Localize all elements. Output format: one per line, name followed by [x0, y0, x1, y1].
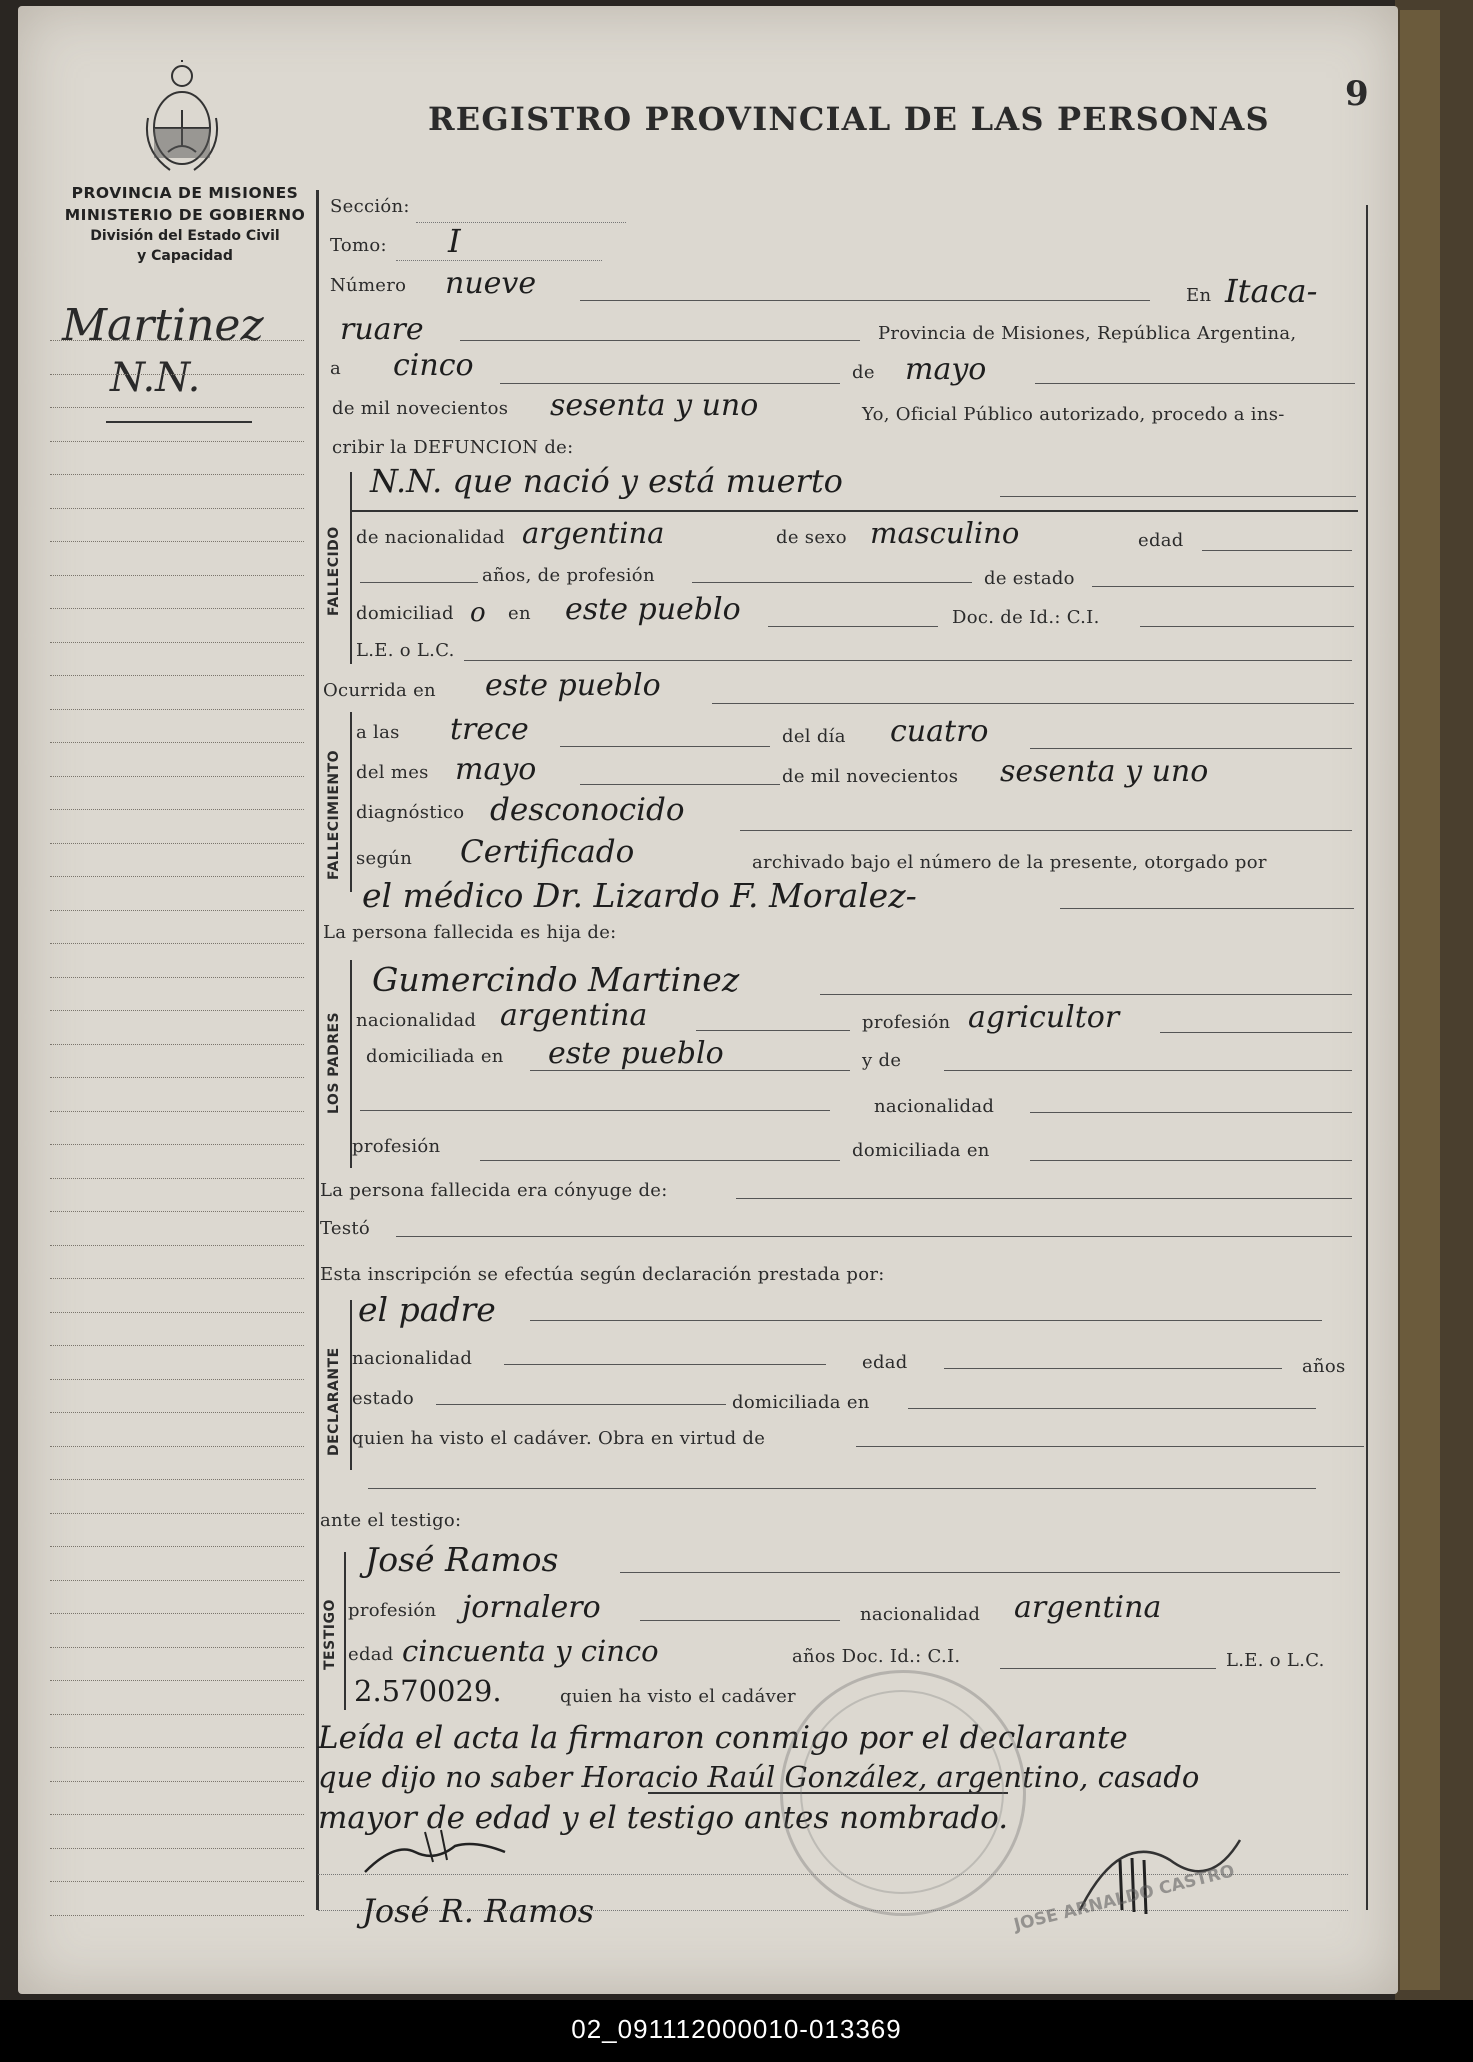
margin-ruled-line	[50, 1580, 304, 1581]
fallecimiento-mes-label: del mes	[356, 762, 429, 783]
fallecido-sexo-value: masculino	[870, 516, 1020, 550]
padre-nacionalidad-value: argentina	[500, 998, 648, 1033]
closing-line-2: que dijo no saber Horacio Raúl González, argentino, casado	[318, 1760, 1200, 1794]
form-left-border	[316, 190, 319, 1910]
fallecido-le-line	[464, 660, 1352, 661]
fallecido-profesion-line	[692, 582, 972, 583]
declarante-section-label: DECLARANTE	[326, 1347, 342, 1456]
fecha-mes-line	[1035, 383, 1355, 384]
margin-note-surname: Martinez	[62, 300, 264, 351]
fallecido-sexo-label: de sexo	[776, 527, 847, 548]
margin-ruled-line	[50, 1010, 304, 1011]
inscribir-text: cribir la DEFUNCION de:	[332, 437, 574, 458]
margin-ruled-line	[50, 1814, 304, 1815]
margin-ruled-line	[50, 910, 304, 911]
madre-nombre-line-2	[360, 1110, 830, 1111]
testigo-intro: ante el testigo:	[320, 1510, 462, 1531]
seccion-label: Sección:	[330, 196, 410, 217]
margin-ruled-line	[50, 1345, 304, 1346]
padre-profesion-label: profesión	[862, 1012, 951, 1033]
madre-y-de-label: y de	[862, 1050, 902, 1071]
margin-ruled-line	[50, 809, 304, 810]
fallecido-section-label: FALLECIDO	[326, 526, 342, 616]
margin-ruled-line	[50, 1848, 304, 1849]
fallecimiento-diagnostico-line	[740, 830, 1352, 831]
madre-nacionalidad-label: nacionalidad	[874, 1096, 995, 1117]
numero-line	[580, 300, 1150, 301]
madre-nombre-line-1	[944, 1070, 1352, 1071]
madre-domiciliada-label: domiciliada en	[852, 1140, 990, 1161]
fallecimiento-anio-value: sesenta y uno	[1000, 754, 1209, 789]
page-title: REGISTRO PROVINCIAL DE LAS PERSONAS	[428, 100, 1270, 138]
fallecido-domicilio-line	[768, 626, 938, 627]
declarante-nacionalidad-line	[504, 1364, 826, 1365]
declarante-estado-line	[436, 1404, 726, 1405]
fallecimiento-section-label: FALLECIMIENTO	[326, 749, 342, 880]
declarante-edad-label: edad	[862, 1352, 908, 1373]
ministry-province: PROVINCIA DE MISIONES	[71, 184, 299, 202]
padre-nombre-line	[820, 994, 1352, 995]
margin-ruled-line	[50, 608, 304, 609]
margin-ruled-line	[50, 675, 304, 676]
fallecimiento-anio-label: de mil novecientos	[782, 766, 959, 787]
coat-of-arms-icon	[140, 60, 224, 178]
testigo-section-label: TESTIGO	[322, 1599, 338, 1670]
margin-underline	[106, 421, 252, 423]
margin-ruled-line	[50, 374, 304, 375]
fallecimiento-mes-line	[580, 784, 780, 785]
oficial-text: Yo, Oficial Público autorizado, procedo a ins-	[862, 404, 1285, 425]
fallecido-edad-label: edad	[1138, 530, 1184, 551]
margin-ruled-line	[50, 843, 304, 844]
margin-ruled-line	[50, 943, 304, 944]
madre-profesion-line	[480, 1160, 840, 1161]
scan-footer	[0, 2000, 1473, 2062]
declarante-nombre-line	[530, 1320, 1322, 1321]
declarante-domiciliada-label: domiciliada en	[732, 1392, 870, 1413]
conyuge-line	[736, 1198, 1352, 1199]
fallecimiento-segun-label: según	[356, 848, 413, 869]
fallecido-nombre-line	[1000, 496, 1356, 497]
fallecimiento-medico-value: el médico Dr. Lizardo F. Moralez-	[362, 876, 917, 915]
witness-signature: José R. Ramos	[362, 1892, 594, 1930]
fallecido-top-rule	[352, 510, 1358, 512]
padre-domicilio-line	[530, 1070, 850, 1071]
padre-nacionalidad-line	[696, 1030, 850, 1031]
testigo-cadaver-text: quien ha visto el cadáver	[560, 1686, 796, 1707]
declarante-domicilio-line	[908, 1408, 1316, 1409]
margin-ruled-line	[50, 1312, 304, 1313]
declarante-edad-line	[944, 1368, 1282, 1369]
fallecido-anios-label: años, de profesión	[482, 565, 655, 586]
padre-nombre-value: Gumercindo Martinez	[372, 960, 740, 999]
testigo-le-label: L.E. o L.C.	[1226, 1650, 1325, 1671]
en-label: En	[1186, 285, 1212, 306]
margin-ruled-line	[50, 1613, 304, 1614]
fallecido-nacionalidad-label: de nacionalidad	[356, 527, 506, 548]
testo-label: Testó	[320, 1218, 371, 1239]
page-number: 9	[1345, 74, 1369, 114]
tomo-value: I	[448, 222, 461, 260]
tomo-label: Tomo:	[330, 235, 387, 256]
margin-ruled-line	[50, 1446, 304, 1447]
padre-domiciliada-label: domiciliada en	[366, 1046, 504, 1067]
margin-ruled-line	[50, 1747, 304, 1748]
fallecido-edad-line	[1202, 550, 1352, 551]
en-value: Itaca-	[1225, 272, 1318, 310]
testigo-doc-value: 2.570029.	[354, 1674, 502, 1708]
margin-ruled-line	[50, 575, 304, 576]
padre-nacionalidad-label: nacionalidad	[356, 1010, 477, 1031]
margin-ruled-line	[50, 642, 304, 643]
margin-ruled-line	[50, 1513, 304, 1514]
fecha-de-label: de	[852, 362, 875, 383]
padres-section-label: LOS PADRES	[326, 1011, 342, 1114]
margin-ruled-line	[50, 1680, 304, 1681]
testigo-doc-label: años Doc. Id.: C.I.	[792, 1646, 961, 1667]
fallecimiento-archivado-text: archivado bajo el número de la presente, otorgado por	[752, 852, 1267, 873]
fallecido-doc-line	[1140, 626, 1354, 627]
fallecimiento-hora-label: a las	[356, 722, 400, 743]
fallecimiento-segun-value: Certificado	[460, 834, 635, 870]
ocurrida-line	[712, 703, 1354, 704]
declarante-nombre-value: el padre	[358, 1290, 496, 1329]
declarante-extra-line	[368, 1488, 1316, 1489]
fecha-mes-value: mayo	[905, 352, 987, 387]
ministry-name: MINISTERIO DE GOBIERNO	[64, 206, 306, 224]
fallecido-estado-line	[1092, 586, 1354, 587]
declarante-anios-label: años	[1302, 1356, 1346, 1377]
margin-note-name: N.N.	[110, 355, 201, 401]
tomo-line	[396, 260, 602, 261]
margin-ruled-line	[50, 441, 304, 442]
fecha-dia-value: cinco	[393, 348, 474, 383]
margin-ruled-line	[50, 1915, 304, 1916]
margin-ruled-line	[50, 407, 304, 408]
margin-ruled-line	[50, 1412, 304, 1413]
numero-label: Número	[330, 275, 407, 296]
official-signature-icon	[355, 1822, 525, 1882]
fallecido-le-label: L.E. o L.C.	[356, 640, 455, 661]
scan-id: 02_091112000010-013369	[571, 2014, 902, 2044]
fallecido-domiciliado-label: domiciliad	[356, 603, 454, 624]
margin-ruled-line	[50, 1479, 304, 1480]
fecha-anio-value: sesenta y uno	[550, 388, 759, 423]
fallecido-doc-label: Doc. de Id.: C.I.	[952, 607, 1100, 628]
margin-ruled-line	[50, 1546, 304, 1547]
book-spine	[1400, 10, 1440, 1990]
margin-ruled-line	[50, 474, 304, 475]
testigo-bracket	[344, 1552, 346, 1710]
testigo-edad-value: cincuenta y cinco	[402, 1634, 659, 1668]
form-right-border	[1366, 205, 1368, 1910]
padre-domicilio-value: este pueblo	[548, 1036, 724, 1071]
declarante-obra-line	[856, 1446, 1364, 1447]
testigo-profesion-value: jornalero	[462, 1590, 601, 1625]
fallecimiento-mes-value: mayo	[455, 752, 537, 787]
margin-ruled-line	[50, 1178, 304, 1179]
madre-profesion-label: profesión	[352, 1136, 441, 1157]
numero-value: nueve	[445, 266, 537, 301]
ocurrida-value: este pueblo	[485, 668, 661, 703]
testo-line	[396, 1236, 1352, 1237]
fecha-anio-label: de mil novecientos	[332, 398, 509, 419]
margin-ruled-line	[50, 1245, 304, 1246]
closing-line-3: mayor de edad y el testigo antes nombrado.	[318, 1800, 1009, 1836]
fallecido-bracket	[350, 472, 352, 664]
fallecido-domicilio-value: este pueblo	[565, 592, 741, 627]
ministry-division: División del Estado Civil	[90, 228, 280, 244]
margin-ruled-line	[50, 541, 304, 542]
ocurrida-label: Ocurrida en	[323, 680, 436, 701]
padre-profesion-line	[1160, 1032, 1352, 1033]
testigo-nacionalidad-value: argentina	[1014, 1590, 1162, 1625]
margin-ruled-line	[50, 1278, 304, 1279]
declarante-estado-label: estado	[352, 1388, 415, 1409]
testigo-profesion-line	[640, 1620, 840, 1621]
margin-ruled-line	[50, 1144, 304, 1145]
margin-ruled-line	[50, 1781, 304, 1782]
fallecimiento-diagnostico-label: diagnóstico	[356, 802, 465, 823]
fallecido-en-label: en	[508, 603, 531, 624]
fallecido-estado-label: de estado	[984, 568, 1075, 589]
ministry-subdivision: y Capacidad	[137, 248, 233, 264]
declarante-cadaver-text: quien ha visto el cadáver. Obra en virtud de	[352, 1428, 766, 1449]
fallecido-anios-line	[360, 582, 478, 583]
margin-ruled-line	[50, 1211, 304, 1212]
margin-ruled-line	[50, 1044, 304, 1045]
margin-ruled-line	[50, 709, 304, 710]
fallecimiento-hora-value: trece	[450, 712, 529, 747]
en-value-continued: ruare	[340, 312, 424, 347]
fallecido-nacionalidad-value: argentina	[522, 516, 665, 550]
madre-domicilio-line	[1030, 1160, 1352, 1161]
fallecimiento-diagnostico-value: desconocido	[490, 792, 685, 828]
testigo-nombre-line	[620, 1572, 1340, 1573]
padres-intro: La persona fallecida es hija de:	[323, 922, 617, 943]
margin-ruled-line	[50, 876, 304, 877]
testigo-doc-line	[1000, 1668, 1216, 1669]
official-stamp-inner	[800, 1690, 1004, 1894]
fallecimiento-hora-line	[560, 746, 770, 747]
margin-ruled-line	[50, 1111, 304, 1112]
margin-ruled-line	[50, 1379, 304, 1380]
declaracion-label: Esta inscripción se efectúa según declaración prestada por:	[320, 1264, 885, 1285]
testigo-nacionalidad-label: nacionalidad	[860, 1604, 981, 1625]
testigo-profesion-label: profesión	[348, 1600, 437, 1621]
ministry-heading	[55, 182, 315, 266]
margin-ruled-line	[50, 1881, 304, 1882]
fecha-dia-line	[500, 383, 840, 384]
margin-ruled-line	[50, 977, 304, 978]
testigo-nombre-value: José Ramos	[365, 1540, 559, 1579]
declarante-nacionalidad-label: nacionalidad	[352, 1348, 473, 1369]
margin-ruled-line	[50, 508, 304, 509]
conyuge-label: La persona fallecida era cónyuge de:	[320, 1180, 668, 1201]
fallecimiento-medico-line	[1060, 908, 1354, 909]
margin-ruled-line	[50, 742, 304, 743]
margin-ruled-line	[50, 1647, 304, 1648]
testigo-edad-label: edad	[348, 1644, 394, 1665]
margin-ruled-line	[50, 776, 304, 777]
madre-nacionalidad-line	[1030, 1112, 1352, 1113]
fallecimiento-dia-label: del día	[782, 726, 846, 747]
fallecido-domiciliado-suffix: o	[470, 598, 486, 628]
fallecimiento-dia-line	[1030, 748, 1352, 749]
provincia-text: Provincia de Misiones, República Argentina,	[878, 323, 1297, 344]
stamp-name: JOSE ARNALDO CASTRO	[1012, 1861, 1237, 1936]
margin-ruled-line	[50, 1714, 304, 1715]
fallecimiento-dia-value: cuatro	[890, 714, 989, 749]
margin-ruled-line	[50, 1077, 304, 1078]
fallecido-nombre-value: N.N. que nació y está muerto	[370, 462, 843, 500]
localidad-line	[460, 340, 860, 341]
margin-ruled-line	[50, 340, 304, 341]
fecha-a-label: a	[330, 358, 342, 379]
fallecimiento-bracket	[350, 712, 352, 892]
closing-line-1: Leída el acta la firmaron conmigo por el declarante	[318, 1720, 1128, 1756]
padre-profesion-value: agricultor	[968, 1000, 1120, 1035]
